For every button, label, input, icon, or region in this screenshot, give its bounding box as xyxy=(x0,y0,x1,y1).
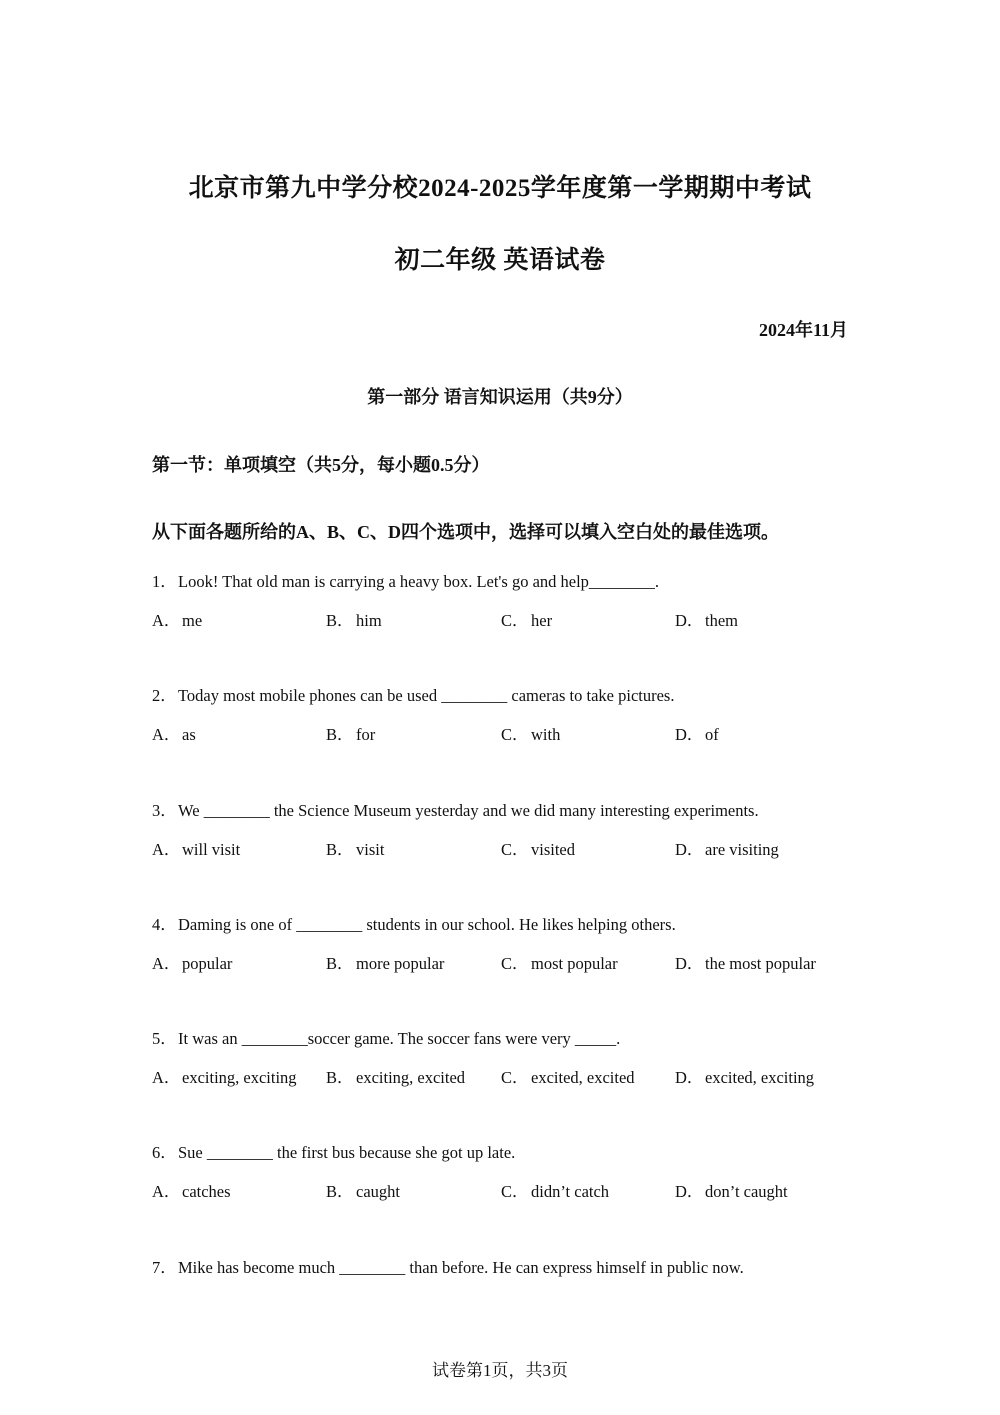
question-number: 2． xyxy=(152,686,177,706)
option-letter: D． xyxy=(675,839,704,859)
question-stem xyxy=(152,571,852,593)
option-a xyxy=(152,839,240,861)
option-b xyxy=(326,839,384,861)
option-row xyxy=(152,953,852,975)
option-letter: D． xyxy=(675,611,704,630)
question-text: Look! That old man is carrying a heavy box. Let's go and help________. xyxy=(178,572,660,591)
option-b xyxy=(326,1181,400,1203)
option-text: more popular xyxy=(356,953,445,973)
question-stem xyxy=(152,685,852,707)
option-text: him xyxy=(356,611,382,630)
option-letter: D． xyxy=(675,953,704,973)
option-letter: B． xyxy=(326,1182,354,1202)
option-text: her xyxy=(531,611,553,630)
option-text: didn’t catch xyxy=(531,1182,610,1202)
question-item xyxy=(152,685,852,799)
option-letter: B． xyxy=(326,953,354,973)
option-text: catches xyxy=(182,1182,231,1202)
question-number: 7． xyxy=(152,1257,177,1277)
option-d xyxy=(675,724,719,746)
option-letter: C． xyxy=(501,839,529,859)
option-row xyxy=(152,1067,852,1089)
option-c xyxy=(501,610,552,632)
option-text: exciting, exciting xyxy=(182,1068,297,1088)
question-number: 4． xyxy=(152,914,177,934)
option-letter: B． xyxy=(326,839,354,859)
question-item xyxy=(152,914,852,1028)
option-row xyxy=(152,610,852,632)
option-letter: A． xyxy=(152,1182,181,1202)
question-list xyxy=(152,571,852,1371)
question-text: Sue ________ the first bus because she got up late. xyxy=(178,1143,516,1163)
question-number: 6． xyxy=(152,1143,177,1163)
question-text: We ________ the Science Museum yesterday and we did many interesting experiments. xyxy=(178,800,759,820)
option-text: me xyxy=(182,611,203,630)
question-number: 1． xyxy=(152,572,177,591)
question-stem xyxy=(152,1257,852,1279)
option-a xyxy=(152,724,196,746)
option-text: with xyxy=(531,725,561,745)
option-c xyxy=(501,953,618,975)
option-letter: A． xyxy=(152,1068,181,1088)
option-letter: B． xyxy=(326,1068,354,1088)
question-number: 3． xyxy=(152,800,177,820)
option-text: will visit xyxy=(182,839,241,859)
option-letter: D． xyxy=(675,725,704,745)
option-a xyxy=(152,953,232,975)
option-letter: C． xyxy=(501,1068,529,1088)
option-b xyxy=(326,724,375,746)
option-text: most popular xyxy=(531,953,618,973)
option-text: exciting, excited xyxy=(356,1068,466,1088)
question-stem xyxy=(152,1142,852,1164)
question-stem xyxy=(152,800,852,822)
option-row xyxy=(152,839,852,861)
option-text: for xyxy=(356,725,376,745)
option-letter: C． xyxy=(501,611,529,630)
exam-title: 北京市第九中学分校2024-2025学年度第一学期期中考试 xyxy=(188,175,812,202)
option-letter: A． xyxy=(152,725,181,745)
question-item xyxy=(152,1257,852,1371)
option-letter: C． xyxy=(501,1182,529,1202)
option-d xyxy=(675,839,779,861)
option-text: as xyxy=(182,725,196,745)
option-b xyxy=(326,1067,465,1089)
option-text: visit xyxy=(356,839,385,859)
question-text: Daming is one of ________ students in our school. He likes helping others. xyxy=(178,914,676,934)
question-stem xyxy=(152,914,852,936)
option-text: excited, excited xyxy=(531,1068,635,1088)
option-text: popular xyxy=(182,953,233,973)
section-instruction: 从下面各题所给的A、B、C、D四个选项中，选择可以填入空白处的最佳选项。 xyxy=(152,522,779,542)
exam-subtitle: 初二年级 英语试卷 xyxy=(394,247,606,274)
question-item xyxy=(152,571,852,685)
option-text: of xyxy=(705,725,719,745)
option-text: don’t caught xyxy=(705,1182,788,1202)
option-d xyxy=(675,1181,788,1203)
option-text: the most popular xyxy=(705,953,816,973)
option-text: them xyxy=(705,611,738,630)
option-text: excited, exciting xyxy=(705,1068,815,1088)
question-text: Today most mobile phones can be used ________ cameras to take pictures. xyxy=(178,686,675,706)
option-letter: C． xyxy=(501,953,529,973)
option-text: visited xyxy=(531,839,575,859)
question-stem xyxy=(152,1028,852,1050)
question-item xyxy=(152,1142,852,1256)
option-c xyxy=(501,1181,609,1203)
option-row xyxy=(152,1181,852,1203)
option-d xyxy=(675,610,738,632)
option-letter: A． xyxy=(152,611,181,630)
option-letter: D． xyxy=(675,1068,704,1088)
part-title: 第一部分 语言知识运用（共9分） xyxy=(367,387,633,407)
option-letter: A． xyxy=(152,953,181,973)
option-letter: D． xyxy=(675,1182,704,1202)
option-c xyxy=(501,724,560,746)
page-footer: 试卷第1页，共3页 xyxy=(432,1361,568,1380)
option-a xyxy=(152,1067,297,1089)
option-b xyxy=(326,953,444,975)
option-letter: B． xyxy=(326,611,354,630)
option-text: caught xyxy=(356,1182,400,1202)
option-d xyxy=(675,953,816,975)
section-title: 第一节：单项填空（共5分，每小题0.5分） xyxy=(152,455,490,475)
option-letter: A． xyxy=(152,839,181,859)
question-text: Mike has become much ________ than before. He can express himself in public now. xyxy=(178,1257,744,1277)
question-text: It was an ________soccer game. The soccer fans were very _____. xyxy=(178,1029,621,1049)
option-a xyxy=(152,1181,231,1203)
option-d xyxy=(675,1067,814,1089)
option-b xyxy=(326,610,382,632)
exam-date: 2024年11月 xyxy=(758,320,848,340)
option-text: are visiting xyxy=(705,839,779,859)
question-number: 5． xyxy=(152,1029,177,1049)
option-letter: B． xyxy=(326,725,354,745)
option-c xyxy=(501,839,575,861)
question-item xyxy=(152,800,852,914)
option-c xyxy=(501,1067,635,1089)
option-letter: C． xyxy=(501,725,529,745)
question-item xyxy=(152,1028,852,1142)
option-a xyxy=(152,610,202,632)
option-row xyxy=(152,724,852,746)
